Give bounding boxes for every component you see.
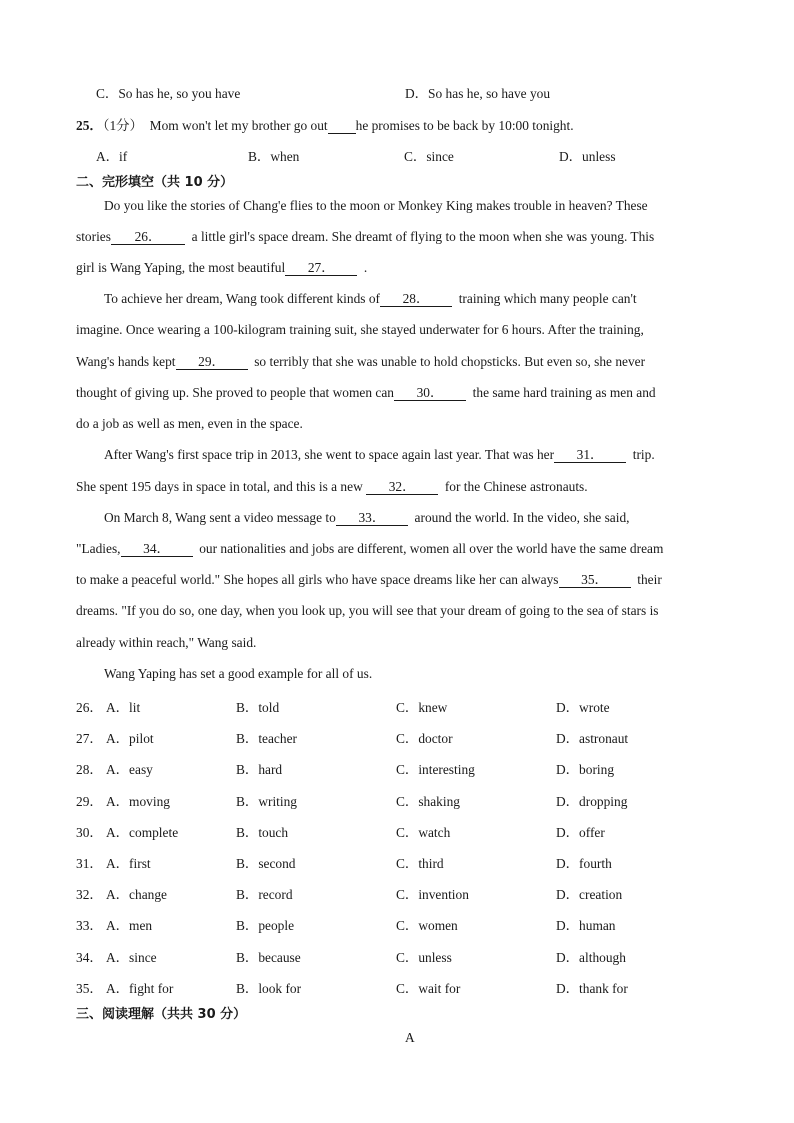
option-d[interactable]: D．wrote: [556, 700, 610, 715]
p2-line5: do a job as well as men, even in the space.: [76, 416, 303, 431]
blank-33[interactable]: 33．: [336, 511, 408, 526]
option-d[interactable]: D．creation: [556, 887, 623, 902]
question-number: 26．: [76, 700, 103, 715]
question-number: 35．: [76, 981, 103, 996]
question-number: 34．: [76, 950, 103, 965]
option-d[interactable]: D．boring: [556, 762, 615, 777]
option-d[interactable]: D．dropping: [556, 794, 628, 809]
p2-line3: [76, 354, 645, 370]
p2-line1: [104, 291, 637, 307]
p1-text: .: [363, 260, 368, 275]
p4-line3: [76, 572, 662, 588]
q25-option-b[interactable]: B．when: [248, 149, 300, 164]
p4-line2: [76, 541, 663, 557]
question-number: 31．: [76, 856, 103, 871]
p1-line1: Do you like the stories of Chang'e flies to the moon or Monkey King makes trouble in heaven? These: [104, 198, 648, 213]
question-number: 29．: [76, 794, 103, 809]
p3-line1: [104, 447, 655, 463]
p2-line2: imagine. Once wearing a 100-kilogram training suit, she stayed underwater for 6 hours. After the training,: [76, 322, 644, 337]
question-number: 30．: [76, 825, 103, 840]
p1-line2: [76, 229, 654, 245]
question-number: 33．: [76, 918, 103, 933]
p1-text: stories: [76, 229, 111, 244]
blank-29[interactable]: 29．: [176, 355, 248, 370]
question-number: 27．: [76, 731, 103, 746]
p2-text: To achieve her dream, Wang took different kinds of: [104, 291, 380, 306]
option-c[interactable]: C．third: [396, 856, 444, 871]
blank-35[interactable]: 35．: [559, 573, 631, 588]
option-c[interactable]: C．invention: [396, 887, 469, 902]
option-b[interactable]: B．told: [236, 700, 280, 715]
option-d[interactable]: D．although: [556, 950, 626, 965]
option-a[interactable]: A．change: [106, 887, 167, 902]
p3-text: trip.: [632, 447, 655, 462]
option-c[interactable]: C．women: [396, 918, 458, 933]
p2-text: training which many people can't: [458, 291, 637, 306]
p4-text: our nationalities and jobs are different, women all over the world have the same dream: [199, 541, 664, 556]
option-b[interactable]: B．because: [236, 950, 301, 965]
blank-28[interactable]: 28．: [380, 292, 452, 307]
option-b[interactable]: B．writing: [236, 794, 298, 809]
p4-line1: [104, 510, 630, 526]
option-a[interactable]: A．men: [106, 918, 153, 933]
option-c[interactable]: C．knew: [396, 700, 448, 715]
q24-option-c: C．So has he, so you have: [96, 86, 241, 101]
p4-text: to make a peaceful world." She hopes all girls who have space dreams like her can always: [76, 572, 559, 587]
p1-text: girl is Wang Yaping, the most beautiful: [76, 260, 286, 275]
q25-stem: [76, 115, 574, 134]
option-a[interactable]: A．easy: [106, 762, 153, 777]
question-number: 28．: [76, 762, 103, 777]
p2-text: so terribly that she was unable to hold chopsticks. But even so, she never: [254, 354, 646, 369]
q25-number: 25．: [76, 118, 103, 133]
option-b[interactable]: B．look for: [236, 981, 302, 996]
blank-30[interactable]: 30．: [394, 386, 466, 401]
blank-26[interactable]: 26．: [111, 230, 185, 245]
option-b[interactable]: B．people: [236, 918, 295, 933]
p2-text: the same hard training as men and: [472, 385, 656, 400]
option-d[interactable]: D．thank for: [556, 981, 628, 996]
option-d[interactable]: D．offer: [556, 825, 605, 840]
option-a[interactable]: A．first: [106, 856, 151, 871]
option-c[interactable]: C．interesting: [396, 762, 475, 777]
option-b[interactable]: B．touch: [236, 825, 289, 840]
p3-text: She spent 195 days in space in total, and this is a new: [76, 479, 363, 494]
p3-line2: [76, 479, 588, 495]
q25-option-d[interactable]: D．unless: [559, 149, 616, 164]
q25-blank[interactable]: [328, 119, 356, 134]
option-c[interactable]: C．wait for: [396, 981, 461, 996]
p4-line4: dreams. "If you do so, one day, when you look up, you will see that your dream of going to the sea of stars is: [76, 603, 659, 618]
p4-text: "Ladies,: [76, 541, 121, 556]
p2-text: Wang's hands kept: [76, 354, 176, 369]
blank-31[interactable]: 31．: [554, 448, 626, 463]
blank-32[interactable]: 32．: [366, 480, 438, 495]
p3-text: After Wang's first space trip in 2013, she went to space again last year. That was her: [104, 447, 555, 462]
p3-text: for the Chinese astronauts.: [444, 479, 588, 494]
option-c[interactable]: C．unless: [396, 950, 452, 965]
p4-text: On March 8, Wang sent a video message to: [104, 510, 336, 525]
q25-points: （1分）: [102, 118, 143, 133]
section3-heading: 三、阅读理解（共共 30 分）: [76, 1007, 247, 1022]
option-a[interactable]: A．lit: [106, 700, 141, 715]
option-b[interactable]: B．record: [236, 887, 293, 902]
p4-line5: already within reach," Wang said.: [76, 635, 257, 650]
option-a[interactable]: A．complete: [106, 825, 179, 840]
option-d[interactable]: D．human: [556, 918, 616, 933]
p1-line3: [76, 260, 367, 276]
q24-option-d: D．So has he, so have you: [405, 86, 551, 101]
option-c[interactable]: C．shaking: [396, 794, 460, 809]
option-a[interactable]: A．since: [106, 950, 157, 965]
p2-text: thought of giving up. She proved to people that women can: [76, 385, 394, 400]
option-c[interactable]: C．doctor: [396, 731, 453, 746]
q25-option-c[interactable]: C．since: [404, 149, 454, 164]
p1-text: a little girl's space dream. She dreamt of flying to the moon when she was young. This: [191, 229, 655, 244]
option-b[interactable]: B．second: [236, 856, 296, 871]
option-a[interactable]: A．pilot: [106, 731, 154, 746]
p2-line4: [76, 385, 656, 401]
option-d[interactable]: D．fourth: [556, 856, 612, 871]
q25-text-before: Mom won't let my brother go out: [149, 118, 328, 133]
blank-34[interactable]: 34．: [121, 542, 193, 557]
option-c[interactable]: C．watch: [396, 825, 451, 840]
q25-text-after: he promises to be back by 10:00 tonight.: [355, 118, 574, 133]
option-d[interactable]: D．astronaut: [556, 731, 629, 746]
p4-text: their: [637, 572, 662, 587]
option-b[interactable]: B．teacher: [236, 731, 297, 746]
option-a[interactable]: A．fight for: [106, 981, 174, 996]
section2-heading: 二、完形填空（共 10 分）: [76, 175, 234, 190]
option-b[interactable]: B．hard: [236, 762, 283, 777]
blank-27[interactable]: 27．: [285, 261, 357, 276]
p5-line1: Wang Yaping has set a good example for all of us.: [104, 666, 373, 681]
passage-label: A: [405, 1030, 415, 1045]
p4-text: around the world. In the video, she said,: [414, 510, 630, 525]
question-number: 32．: [76, 887, 103, 902]
option-a[interactable]: A．moving: [106, 794, 170, 809]
q25-option-a[interactable]: A．if: [96, 149, 128, 164]
